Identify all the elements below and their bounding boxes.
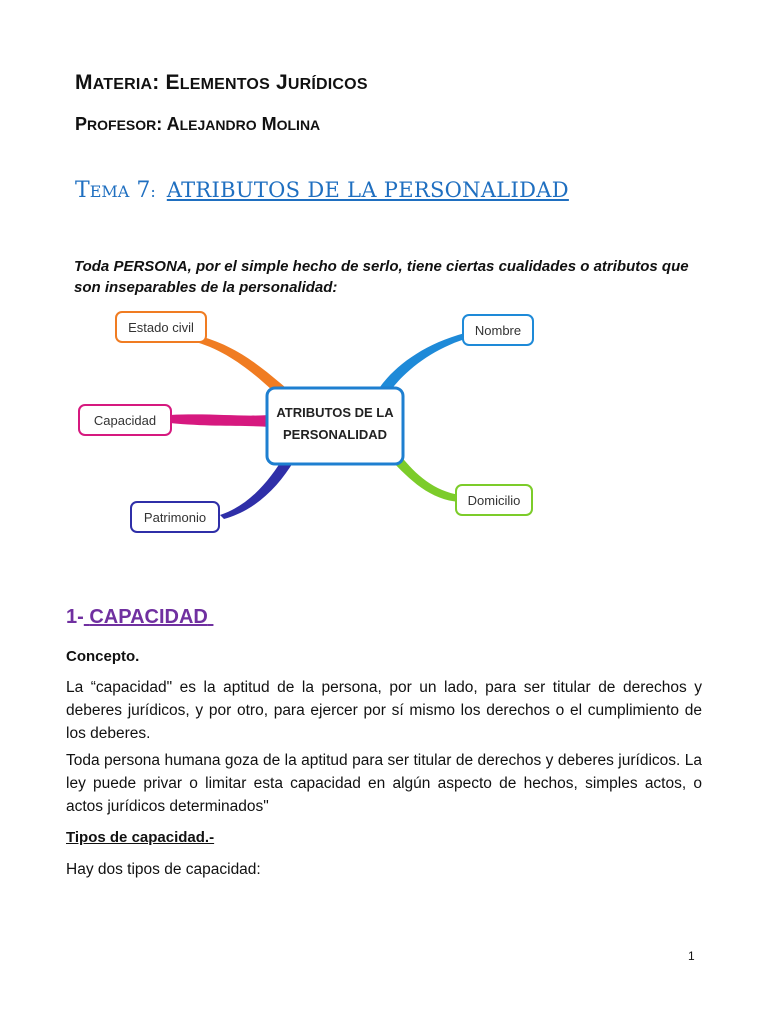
node-nombre: Nombre xyxy=(474,323,522,338)
intro-text: Toda PERSONA, por el simple hecho de serlo, tiene ciertas cualidades o atributos que son inseparables de la personalidad: xyxy=(74,258,689,296)
materia-line: MATERIA: ELEMENTOS JURÍDICOS xyxy=(75,71,368,94)
paragraph-2: Toda persona humana goza de la aptitud para ser titular de derechos y deberes jurídicos. La ley puede privar o limitar esta capacidad en algún aspecto de hechos, simples actos, o actos jurídicos determinados" xyxy=(66,752,702,815)
section-title-text: CAPACIDAD xyxy=(89,606,208,628)
tema-title: ATRIBUTOS DE LA PERSONALIDAD xyxy=(166,178,569,202)
materia-value: ELEMENTOS JURÍDICOS xyxy=(165,71,368,94)
profesor-label: PROFESOR xyxy=(75,114,157,134)
center-node xyxy=(267,388,403,464)
page-number: 1 xyxy=(688,949,695,963)
section-title xyxy=(66,606,213,629)
hay-text: Hay dos tipos de capacidad: xyxy=(66,861,261,878)
tema-heading xyxy=(75,178,569,203)
tipos-heading: Tipos de capacidad.- xyxy=(66,829,215,846)
profesor-line: PROFESOR: ALEJANDRO MOLINA xyxy=(75,114,321,134)
tema-label: TEMA 7: xyxy=(75,178,156,203)
section-number: 1- xyxy=(66,606,84,628)
center-line-1: ATRIBUTOS DE LA xyxy=(276,405,394,420)
materia-label: MATERIA xyxy=(75,71,153,94)
node-domicilio: Domicilio xyxy=(467,493,521,508)
mind-map-diagram xyxy=(70,305,540,545)
node-estado-civil: Estado civil xyxy=(128,320,194,335)
node-patrimonio: Patrimonio xyxy=(143,510,207,525)
profesor-value: ALEJANDRO MOLINA xyxy=(166,114,321,134)
concepto-heading: Concepto. xyxy=(66,648,140,665)
node-capacidad: Capacidad xyxy=(93,413,157,428)
paragraph-1: La “capacidad" es la aptitud de la persona, por un lado, para ser titular de derechos y deberes jurídicos, y por otro, para ejercer por sí mismo los derechos o el cumplimiento de los deberes. xyxy=(66,679,702,742)
branch-capacidad xyxy=(170,414,270,427)
center-line-2: PERSONALIDAD xyxy=(282,427,388,442)
